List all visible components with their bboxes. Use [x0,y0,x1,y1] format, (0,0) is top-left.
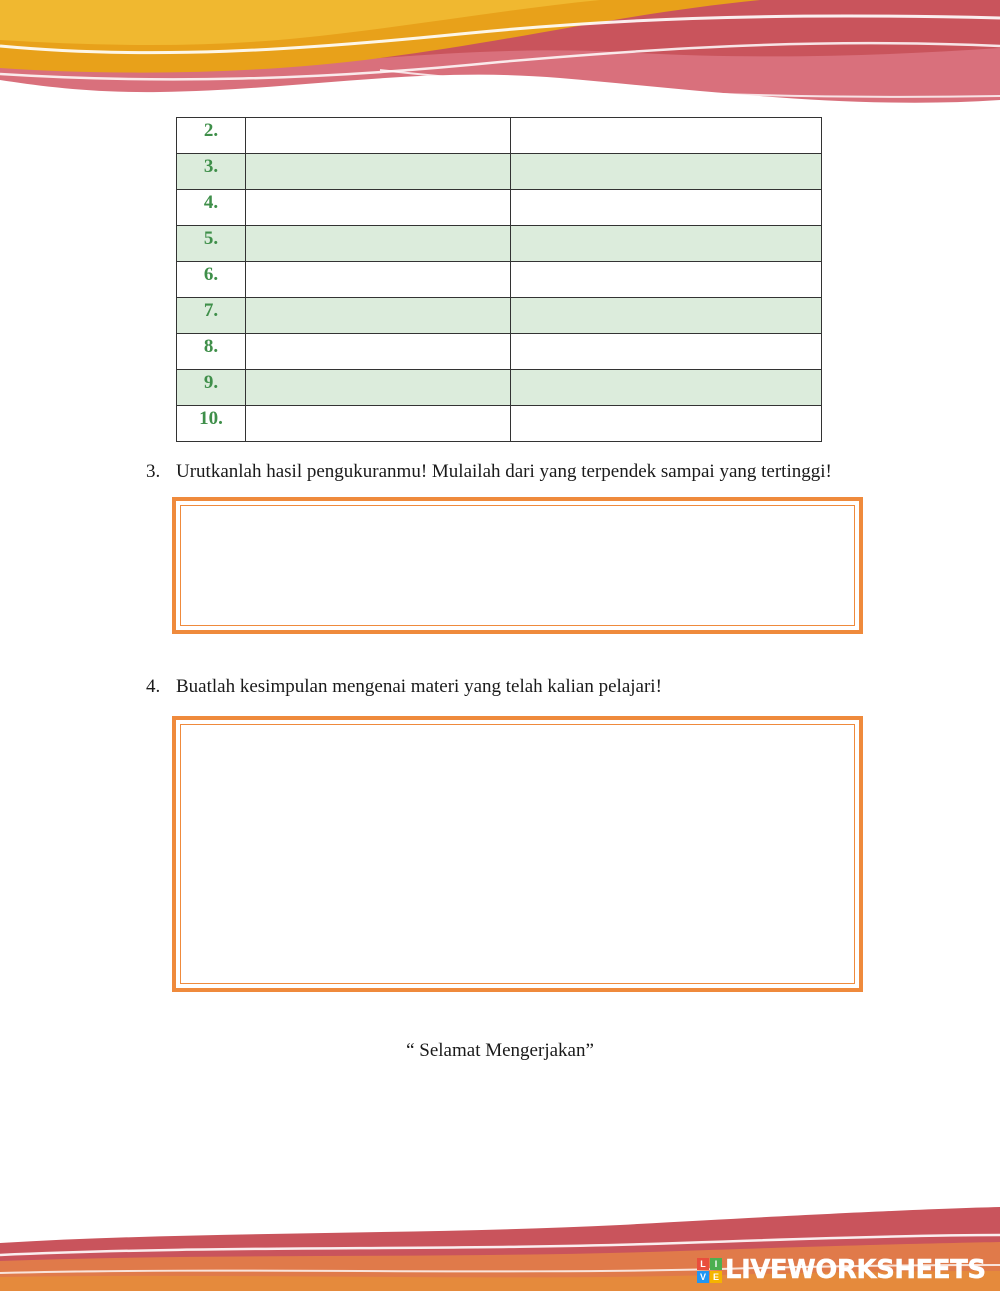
table-cell [246,154,511,190]
table-cell-input[interactable] [246,298,510,333]
question-number: 4. [146,676,161,697]
logo-tile: L [697,1258,709,1270]
table-cell-input[interactable] [511,190,821,225]
table-cell-input[interactable] [246,190,510,225]
row-number: 4. [177,190,246,226]
table-cell-input[interactable] [511,406,821,441]
table-cell [511,226,822,262]
table-cell [511,262,822,298]
table-row [177,334,822,370]
table-cell-input[interactable] [511,334,821,369]
row-number: 8. [177,334,246,370]
table-cell-input[interactable] [511,298,821,333]
table-cell [246,190,511,226]
table-row [177,262,822,298]
table-row [177,154,822,190]
table-cell-input[interactable] [511,262,821,297]
table-cell [246,406,511,442]
table-row [177,226,822,262]
table-cell [246,370,511,406]
table-cell [511,298,822,334]
table-cell-input[interactable] [246,226,510,261]
table-cell [246,226,511,262]
closing-message: “ Selamat Mengerjakan” [406,1040,594,1061]
logo-tile: V [697,1271,709,1283]
table-cell-input[interactable] [246,154,510,189]
table-cell [511,370,822,406]
table-cell [246,334,511,370]
table-cell-input[interactable] [511,118,821,153]
row-number: 10. [177,406,246,442]
header-wave-decoration [0,0,1000,115]
row-number: 6. [177,262,246,298]
table-cell-input[interactable] [246,370,510,405]
question-text: Buatlah kesimpulan mengenai materi yang telah kalian pelajari! [176,676,662,697]
table-row [177,370,822,406]
logo-tile: E [710,1271,722,1283]
table-cell-input[interactable] [511,154,821,189]
row-number: 3. [177,154,246,190]
table-row [177,406,822,442]
table-cell [511,334,822,370]
table-row [177,298,822,334]
table-row [177,190,822,226]
table-cell-input[interactable] [246,406,510,441]
table-cell-input[interactable] [246,262,510,297]
table-cell [511,118,822,154]
table-cell [246,262,511,298]
question-3 [146,461,832,483]
table-cell-input[interactable] [246,118,510,153]
liveworksheets-logo-icon [697,1258,722,1283]
question-text: Urutkanlah hasil pengukuranmu! Mulailah dari yang terpendek sampai yang tertinggi! [176,461,832,482]
table-cell [246,298,511,334]
logo-tile: I [710,1258,722,1270]
liveworksheets-brand [697,1255,986,1285]
table-cell [246,118,511,154]
row-number: 5. [177,226,246,262]
question-4 [146,676,662,698]
table-cell [511,154,822,190]
table-cell-input[interactable] [511,226,821,261]
row-number: 7. [177,298,246,334]
answer-box-question-4 [172,716,863,992]
row-number: 9. [177,370,246,406]
answer-input-question-4[interactable] [176,720,859,988]
measurement-table [176,117,822,442]
table-cell [511,190,822,226]
table-cell-input[interactable] [246,334,510,369]
table-row [177,118,822,154]
row-number: 2. [177,118,246,154]
table-cell-input[interactable] [511,370,821,405]
answer-input-question-3[interactable] [176,501,859,630]
answer-box-question-3 [172,497,863,634]
brand-name: LIVEWORKSHEETS [725,1255,986,1285]
table-cell [511,406,822,442]
question-number: 3. [146,461,161,482]
